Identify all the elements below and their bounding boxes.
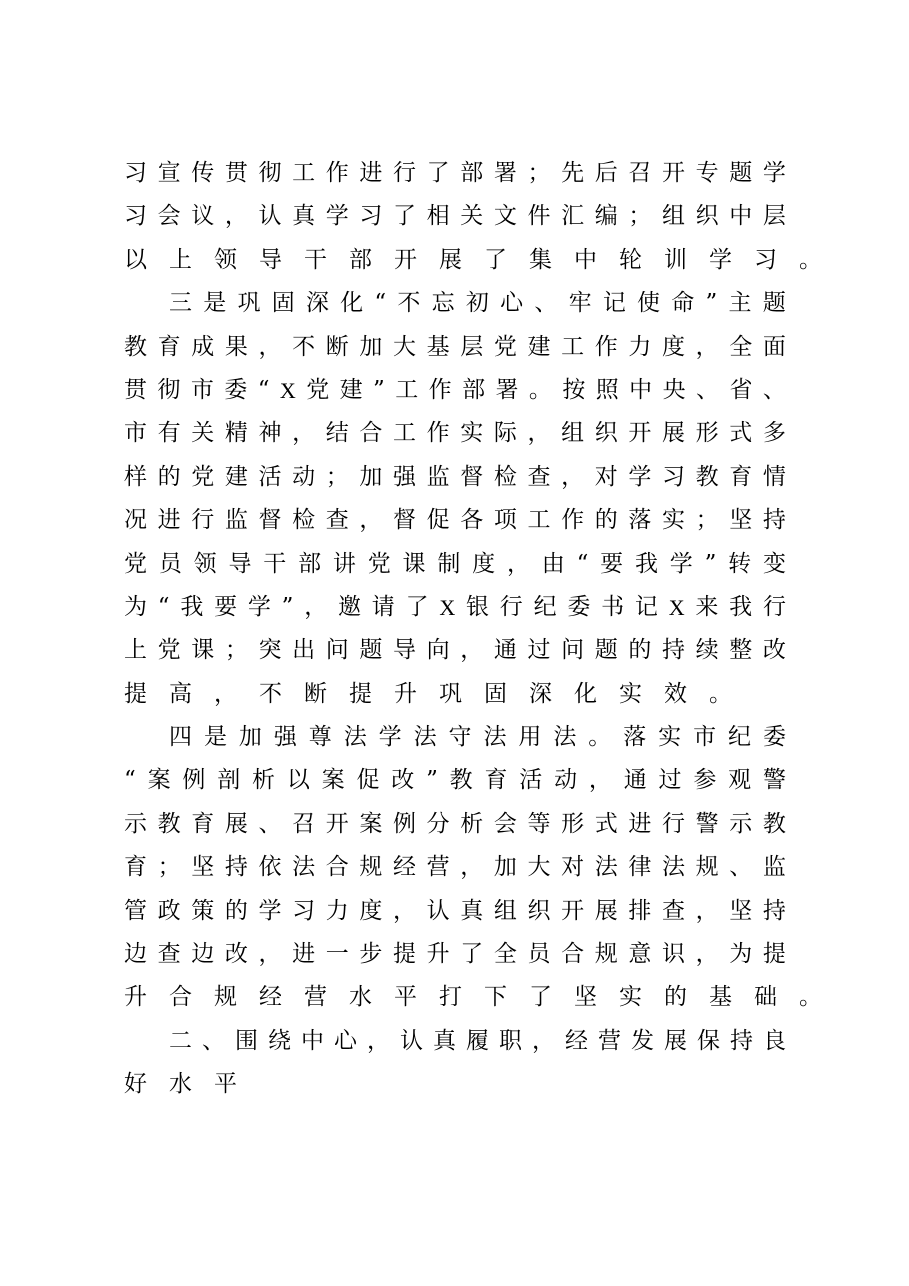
text-line: 好 水 平 <box>124 1071 239 1098</box>
text-line: 四 是 加 强 尊 法 学 法 守 法 用 法 。 落 实 市 纪 委 <box>169 724 788 751</box>
document-body <box>124 152 824 1107</box>
text-line: 况 进 行 监 督 检 查 ， 督 促 各 项 工 作 的 落 实 ； 坚 持 <box>124 507 788 534</box>
text-line: 贯 彻 市 委 “ X 党 建 ” 工 作 部 署 。 按 照 中 央 、 省 、 <box>124 376 788 403</box>
text-line: 市 有 关 精 神 ， 结 合 工 作 实 际 ， 组 织 开 展 形 式 多 <box>124 420 788 447</box>
text-line: 为 “ 我 要 学 ” ， 邀 请 了 X 银 行 纪 委 书 记 X 来 我 行 <box>124 593 788 620</box>
text-line: 三 是 巩 固 深 化 “ 不 忘 初 心 、 牢 记 使 命 ” 主 题 <box>169 290 788 317</box>
text-line: 上 党 课 ； 突 出 问 题 导 向 ， 通 过 问 题 的 持 续 整 改 <box>124 637 788 664</box>
text-line: 以 上 领 导 干 部 开 展 了 集 中 轮 训 学 习 。 <box>124 246 824 273</box>
text-line: 党 员 领 导 干 部 讲 党 课 制 度 ， 由 “ 要 我 学 ” 转 变 <box>124 550 788 577</box>
text-line: 示 教 育 展 、 召 开 案 例 分 析 会 等 形 式 进 行 警 示 教 <box>124 810 788 837</box>
text-line: 二 、 围 绕 中 心 ， 认 真 履 职 ， 经 营 发 展 保 持 良 <box>169 1027 788 1054</box>
text-line: 育 ； 坚 持 依 法 合 规 经 营 ， 加 大 对 法 律 法 规 、 监 <box>124 854 788 881</box>
text-line: 升 合 规 经 营 水 平 打 下 了 坚 实 的 基 础 。 <box>124 984 824 1011</box>
text-line: 样 的 党 建 活 动 ； 加 强 监 督 检 查 ， 对 学 习 教 育 情 <box>124 463 788 490</box>
text-line: 习 宣 传 贯 彻 工 作 进 行 了 部 署 ； 先 后 召 开 专 题 学 <box>124 160 788 186</box>
text-line: 边 查 边 改 ， 进 一 步 提 升 了 全 员 合 规 意 识 ， 为 提 <box>124 941 788 968</box>
text-line: 教 育 成 果 ， 不 断 加 大 基 层 党 建 工 作 力 度 ， 全 面 <box>124 333 788 360</box>
text-line: 提 高 ， 不 断 提 升 巩 固 深 化 实 效 。 <box>124 680 734 707</box>
text-line: 习 会 议 ， 认 真 学 习 了 相 关 文 件 汇 编 ； 组 织 中 层 <box>124 203 788 230</box>
text-line: “ 案 例 剖 析 以 案 促 改 ” 教 育 活 动 ， 通 过 参 观 警 <box>124 767 788 794</box>
text-line: 管 政 策 的 学 习 力 度 ， 认 真 组 织 开 展 排 查 ， 坚 持 <box>124 897 788 924</box>
